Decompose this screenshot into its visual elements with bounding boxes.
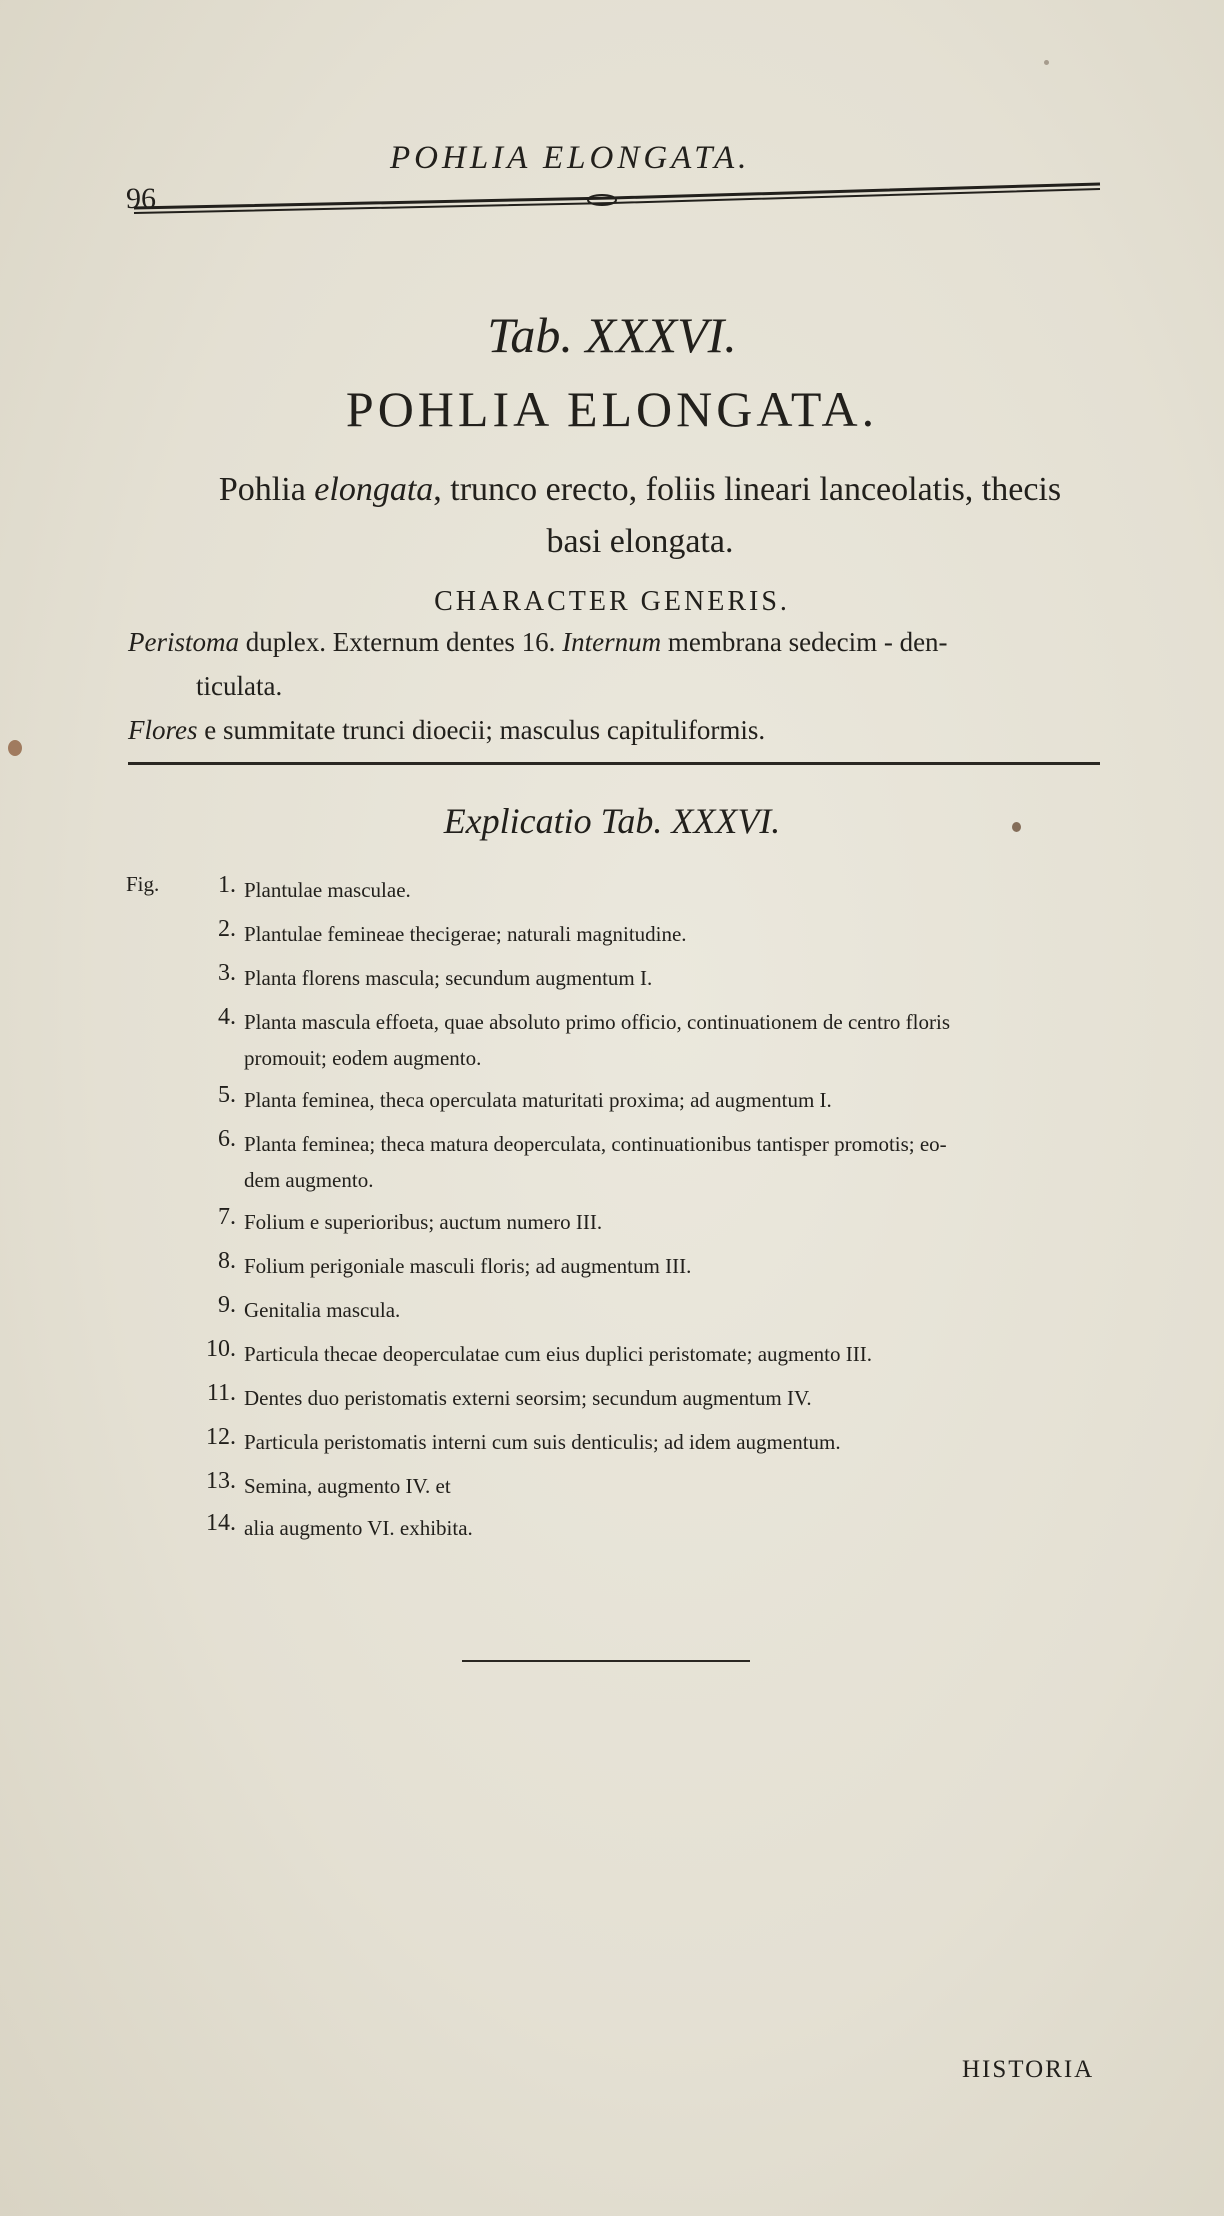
caption-line: Genitalia mascula. [244,1298,401,1322]
caption-line: Planta feminea; theca matura deoperculata, continuationibus tantisper promotis; eo- [244,1132,947,1156]
explicatio-heading: Explicatio Tab. XXXVI. [443,801,781,841]
flores-text: e summitate trunci dioecii; masculus capituliformis. [197,715,766,745]
diagnosis-text-cont: basi elongata. [546,523,734,560]
caption-line: dem augmento. [244,1168,374,1192]
catchword: HISTORIA [962,2056,1095,2083]
running-head [0,140,1224,260]
figure-number: 10. [206,1336,236,1362]
character-generis [128,620,1118,752]
caption-line: Planta feminea, theca operculata maturitati proxima; ad augmentum I. [244,1088,832,1112]
figure-caption [244,872,1224,908]
caption-line: alia augmento VI. exhibita. [244,1516,473,1540]
figure-number: 12. [206,1424,236,1450]
figure-caption [244,1248,1224,1284]
figure-caption [244,916,1224,952]
caption-line: promouit; eodem augmento. [244,1046,482,1070]
figure-caption [244,1424,1224,1460]
peristoma-text: duplex. Externum dentes 16. [239,627,556,657]
internum-label: Internum [562,627,662,657]
figure-caption [244,1292,1224,1328]
section-divider [128,762,1100,765]
plate-number: Tab. XXXVI. [487,307,737,363]
figure-caption [244,1126,1224,1198]
caption-line: Semina, augmento IV. et [244,1474,451,1498]
caption-line: Planta mascula effoeta, quae absoluto primo officio, continuationem de centro floris [244,1010,951,1034]
character-heading: CHARACTER GENERIS. [434,586,790,617]
figure-number: 2. [218,916,236,942]
figure-number: 1. [218,872,236,898]
figure-number: 8. [218,1248,236,1274]
fig-label: Fig. [126,872,160,896]
diagnosis-text: , trunco erecto, foliis lineari lanceolatis, thecis [433,471,1062,508]
foxing-spot [1044,60,1049,65]
caption-line: Particula thecae deoperculatae cum eius duplici peristomate; augmento III. [244,1342,872,1366]
figure-number: 4. [218,1004,236,1030]
figure-number: 13. [206,1468,236,1494]
caption-line: Plantulae masculae. [244,878,411,902]
figure-number: 5. [218,1082,236,1108]
caption-line: Plantulae femineae thecigerae; naturali magnitudine. [244,922,687,946]
peristoma-line [128,620,1118,664]
internum-cont: ticulata. [196,671,283,701]
foxing-spot [8,740,22,756]
caption-line: Folium e superioribus; auctum numero III. [244,1210,603,1234]
figure-number: 7. [218,1204,236,1230]
species-epithet: elongata [314,471,434,508]
figure-caption [244,1336,1224,1372]
page-title: POHLIA ELONGATA. [345,381,879,437]
figure-caption [244,1204,1224,1240]
figure-caption [244,1004,1224,1076]
figure-number: 3. [218,960,236,986]
figure-caption [244,1468,1224,1504]
page-number: 96 [126,182,156,215]
figure-number: 6. [218,1126,236,1152]
internum-text: membrana sedecim - den- [661,627,948,657]
peristoma-label: Peristoma [128,627,239,657]
genus-name: Pohlia [218,471,306,508]
figure-caption [244,1380,1224,1416]
running-title: POHLIA ELONGATA. [390,140,751,176]
end-rule [462,1660,750,1662]
figure-caption [244,960,1224,996]
figure-number: 11. [206,1380,236,1406]
flores-label: Flores [128,715,198,745]
caption-line: Folium perigoniale masculi floris; ad augmentum III. [244,1254,692,1278]
figure-caption [244,1082,1224,1118]
caption-line: Planta florens mascula; secundum augmentum I. [244,966,653,990]
caption-line: Particula peristomatis interni cum suis denticulis; ad idem augmentum. [244,1430,841,1454]
figure-number: 14. [206,1510,236,1536]
flores-line [128,708,1118,752]
caption-line: Dentes duo peristomatis externi seorsim; secundum augmentum IV. [244,1386,812,1410]
figure-number: 9. [218,1292,236,1318]
figure-caption [244,1510,1224,1546]
species-diagnosis [160,464,1120,568]
ornamental-rule [132,180,1102,220]
